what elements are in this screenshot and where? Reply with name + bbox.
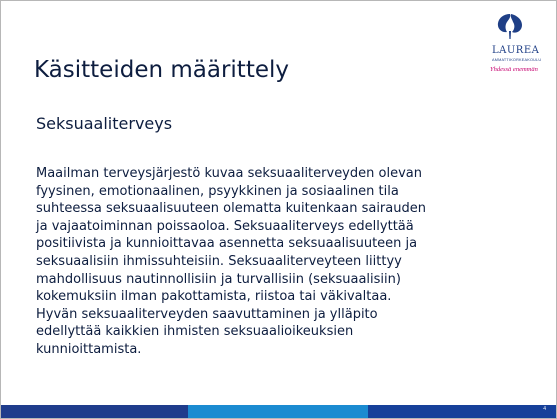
logo-name: LAUREA xyxy=(492,45,540,56)
body-line: kokemuksiin ilman pakottamista, riistoa tai väkivaltaa. xyxy=(36,289,392,305)
body-line: Maailman terveysjärjestö kuvaa seksuaaliterveyden olevan xyxy=(36,166,422,181)
body-line: suhteessa seksuaalisuuteen olematta kuitenkaan sairauden xyxy=(36,201,426,217)
body-line: seksuaalisiin ihmissuhteisiin. Seksuaaliterveyteen liittyy xyxy=(36,253,402,269)
footer-segment-light-blue xyxy=(188,405,368,418)
slide-subtitle: Seksuaaliterveys xyxy=(36,114,173,133)
footer-segment-dark-blue xyxy=(1,405,188,418)
footer-bar xyxy=(1,405,556,418)
page-number: 4 xyxy=(543,406,546,412)
body-line: Hyvän seksuaaliterveyden saavuttaminen ja ylläpito xyxy=(36,306,378,322)
logo-subtext: AMMATTIKORKEAKOULU xyxy=(492,58,542,62)
slide-title: Käsitteiden määrittely xyxy=(34,57,289,83)
body-line: ja vajaatoiminnan poissaoloa. Seksuaaliterveys edellyttää xyxy=(36,218,414,234)
body-line: fyysinen, emotionaalinen, psyykkinen ja sosiaalinen tila xyxy=(36,183,399,199)
body-line: kunnioittamista. xyxy=(36,341,142,357)
laurea-logo xyxy=(479,12,555,82)
footer-segment-blue xyxy=(368,405,556,418)
laurea-logo-mark-icon xyxy=(495,12,525,40)
body-text xyxy=(36,165,426,359)
body-line: edellyttää kaikkien ihmisten seksuaalioikeuksien xyxy=(36,324,354,340)
body-line: mahdollisuus nautinnollisiin ja turvallisiin (seksuaalisiin) xyxy=(36,271,401,287)
body-line: positiivista ja kunnioittavaa asennetta seksuaalisuuteen ja xyxy=(36,236,418,252)
logo-slogan: Yhdessä enemmän xyxy=(490,66,538,73)
